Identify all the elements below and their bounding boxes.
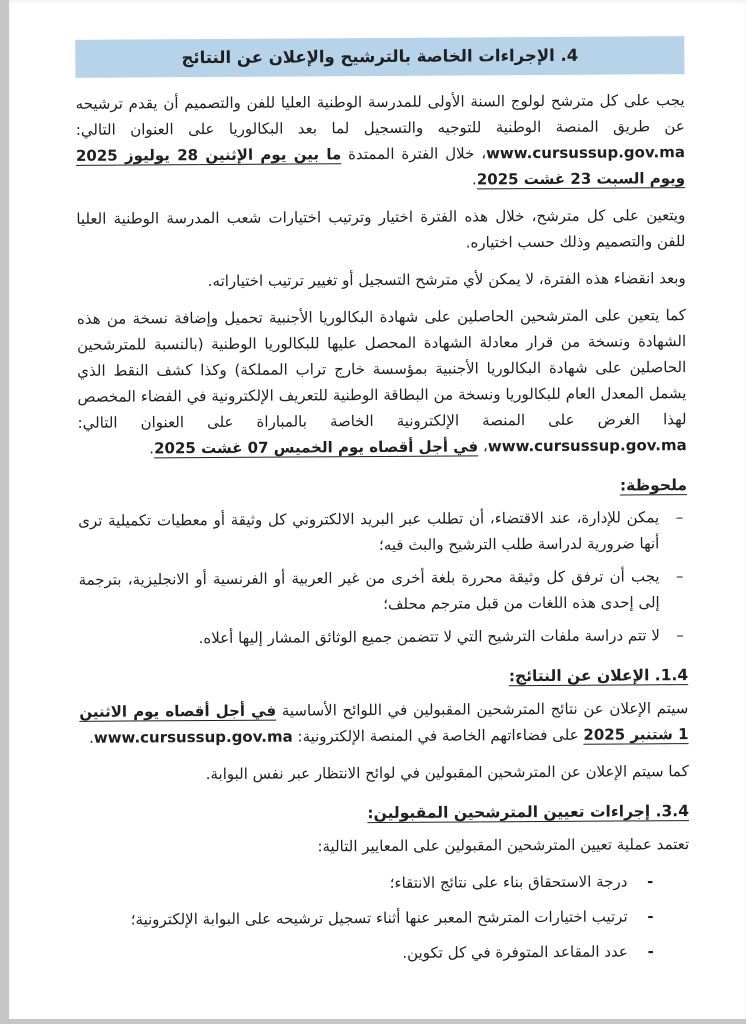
- dash-bullet-icon: –: [676, 626, 684, 645]
- dash-bullet-icon: -: [647, 872, 654, 891]
- note-heading: ملحوظة:: [619, 476, 688, 495]
- list-item: [80, 869, 689, 899]
- intro-paragraph: [76, 88, 686, 196]
- list-item: [79, 623, 688, 653]
- note-list: [78, 505, 688, 653]
- criteria-intro: تعتمد عملية تعيين المترشحين المقبولين على المعايير التالية:: [317, 835, 690, 856]
- section-title: 4. الإجراءات الخاصة بالترشيح والإعلان عن النتائج: [181, 45, 579, 68]
- results-text-1: سيتم الإعلان عن نتائج المترشحين المقبولين في اللوائح الأساسية: [276, 699, 689, 721]
- criteria-item-1: درجة الاستحقاق بناء على نتائج الانتقاء؛: [389, 872, 628, 893]
- criteria-item-3: عدد المقاعد المتوفرة في كل تكوين.: [402, 942, 628, 963]
- foreign-bac-paragraph: [77, 303, 687, 463]
- upload-deadline: في أجل أقصاه يوم الخميس 07 غشت 2025: [154, 437, 479, 458]
- appointment-heading: 3.4. إجراءات تعيين المترشحين المقبولين:: [367, 802, 690, 823]
- intro-text-2: ، خلال الفترة الممتدة: [341, 144, 487, 164]
- dash-bullet-icon: –: [675, 508, 684, 527]
- list-item: [81, 904, 690, 934]
- dash-bullet-icon: -: [647, 942, 654, 961]
- intro-text-3: .: [471, 170, 477, 189]
- results-deadline: في أجل أقصاه يوم الاثنين 1 شتنبر 2025: [79, 702, 689, 745]
- list-item: [81, 939, 690, 969]
- choices-paragraph: ويتعين على كل مترشح، خلال هذه الفترة اختيار وترتيب اختيارات شعب المدرسة الوطنية العليا للفن والتصميم وذلك حسب اختياره.: [76, 206, 686, 252]
- foreign-bac-text-3: .: [149, 439, 155, 458]
- note-item-3: لا تتم دراسة ملفات الترشيح التي لا تتضمن جميع الوثائق المشار إليها أعلاه.: [198, 626, 660, 648]
- intro-text-1: يجب على كل مترشح لولوج السنة الأولى للمدرسة الوطنية العليا للفن والتصميم أن يقدم ترشيحه عن طريق المنصة الوطنية للتوجيه والتسجيل لما بعد البكالوريا على العنوان التالي:: [75, 91, 685, 140]
- results-paragraph: [79, 696, 688, 752]
- results-text-3: .: [88, 729, 94, 748]
- results-text-2: على فضاءاتهم الخاصة في المنصة الإلكترونية:: [292, 726, 584, 746]
- criteria-list: [80, 869, 690, 969]
- list-item: [78, 505, 687, 561]
- results-heading: 1.4. الإعلان عن النتائج:: [508, 666, 689, 686]
- foreign-bac-text-1: كما يتعين على المترشحين الحاصلين على شهادة البكالوريا الأجنبية تحميل وإضافة نسخة من هذه الشهادة ونسخة من قرار معادلة الشهادة المحصل عليها للبكالوريا الوطنية (بالنسبة للمترشحين الحاصلين على شهادة البكالوريا الأجنبية بمؤسسة خارج تراب المملكة) وكذا كشف النقط الذي يشمل المعدل العام للبكالوريا ونسخة من البطاقة الوطنية للتعريف الإلكترونية في الفضاء المخصص لهذا الغرض على المنصة الإلكترونية الخاصة بالمباراة على العنوان التالي:: [76, 306, 687, 433]
- note-item-1: يمكن للإدارة، عند الاقتضاء، أن تطلب عبر البريد الالكتروني كل وثيقة أو معطيات تكميلية ترى أنها ضرورية لدراسة طلب الترشيح والبث فيه؛: [78, 508, 660, 555]
- document-page: [9, 0, 746, 1019]
- results-url: www.cursussup.gov.ma: [93, 727, 293, 748]
- contest-url: www.cursussup.gov.ma: [487, 436, 687, 456]
- foreign-bac-text-2: ،: [478, 437, 488, 456]
- list-item: [78, 564, 687, 620]
- dash-bullet-icon: –: [675, 567, 684, 586]
- criteria-item-2: ترتيب اختيارات المترشح المعبر عنها أثناء تسجيل ترشيحه على البوابة الإلكترونية؛: [130, 907, 628, 929]
- document-content: [9, 0, 746, 969]
- registration-period: ما بين يوم الإثنين 28 يوليوز 2025 ويوم السبت 23 غشت 2025: [75, 145, 686, 189]
- registration-url: www.cursussup.gov.ma: [485, 143, 685, 163]
- section-title-bar: [75, 36, 684, 78]
- dash-bullet-icon: -: [647, 907, 654, 926]
- after-period-paragraph: وبعد انقضاء هذه الفترة، لا يمكن لأي مترشح التسجيل أو تغيير ترتيب اختياراته.: [207, 269, 686, 291]
- waitlist-paragraph: كما سيتم الإعلان عن المترشحين المقبولين في لوائح الانتظار عبر نفس البوابة.: [205, 762, 689, 784]
- note-item-2: يجب أن ترفق كل وثيقة محررة بلغة أخرى من غير العربية أو الفرنسية أو الانجليزية، بترجمة إلى إحدى هذه اللغات من قبل مترجم محلف؛: [78, 567, 660, 614]
